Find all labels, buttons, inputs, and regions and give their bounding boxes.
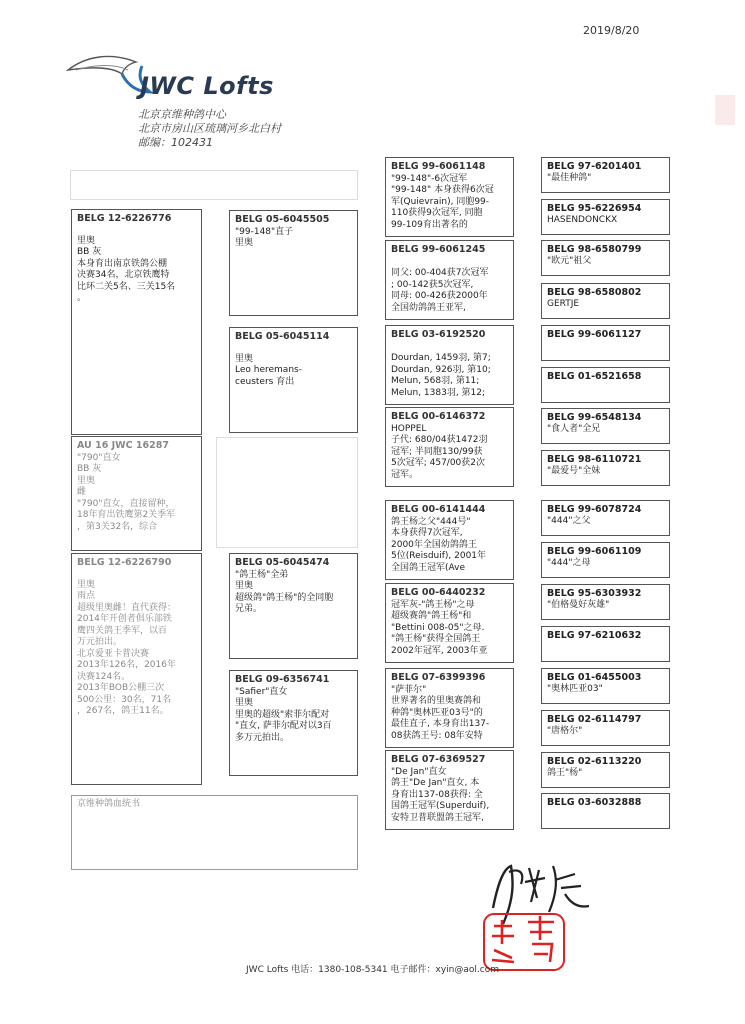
pedigree-gen4-box: BELG 99-6078724 "444"之父 [541, 500, 670, 536]
notes-box: 京维种鸽血统书 [71, 795, 358, 870]
document-date: 2019/8/20 [583, 24, 640, 37]
pedigree-gen3-box: BELG 03-6192520 Dourdan, 1459羽, 第7; Dourdan, 926羽, 第10; Melun, 568羽, 第11; Melun, 1383羽, 第12; [385, 325, 514, 405]
pedigree-gen4-box: BELG 98-6580802 GERTJE [541, 283, 670, 319]
brand-name: JWC Lofts [140, 72, 274, 100]
pedigree-gen3-box: BELG 07-6369527 "De Jan"直女 鸽王"De Jan"直女, 本 身育出137-08获得: 全 国鸽王冠军(Superduif), 安特卫普联盟鸽王冠军, [385, 750, 514, 830]
pedigree-gen4-box: BELG 95-6226954 HASENDONCKX [541, 199, 670, 235]
pedigree-gen3-box: BELG 00-6440232 冠军灰-"鸽王杨"之母 超级赛鸽"鸽王杨"和 "Bettini 008-05"之母. "鸽王杨"获得全国鸽王 2002年冠军, 2003年亚 [385, 583, 514, 663]
pedigree-gen4-box: BELG 02-6114797 "唐格尔" [541, 710, 670, 746]
brand-address: 北京京维种鸽中心 北京市房山区琉璃河乡北白村 邮编：102431 [138, 108, 281, 149]
pedigree-gen3-box: BELG 00-6141444 鸽王杨之父"444号" 本身获得7次冠军, 2000年全国幼鸽鸽王 5位(Reisduif), 2001年 全国鸽王冠军(Ave [385, 500, 514, 580]
pedigree-gen4-box: BELG 98-6110721 "最爱号"全妹 [541, 450, 670, 486]
pedigree-gen4-box: BELG 02-6113220 鸽王"杨" [541, 752, 670, 788]
pedigree-gen4-box: BELG 97-6210632 [541, 626, 670, 662]
pedigree-gen3-box: BELG 99-6061148 "99-148"-6次冠军 "99-148" 本身获得6次冠 军(Quievrain), 同胞99- 110获得9次冠军, 同胞 99-109育出著名的 [385, 157, 514, 237]
pedigree-gen4-box: BELG 98-6580799 "欧元"祖父 [541, 240, 670, 276]
pedigree-subject: AU 16 JWC 16287 "790"直女 BB 灰 里奥 雌 "790"直女，直接留种， 18年育出铁鹰第2关季军 ，第3关32名，综合 [71, 436, 202, 551]
ghost-frame [216, 437, 358, 548]
ghost-frame [70, 170, 358, 200]
pedigree-gen4-box: BELG 99-6061127 [541, 325, 670, 361]
pedigree-gen4-box: BELG 95-6303932 "伯格曼好灰雄" [541, 584, 670, 620]
pedigree-gen4-box: BELG 03-6032888 [541, 793, 670, 829]
pedigree-gen2-box: BELG 05-6045114 里奥 Leo heremans- ceusters 育出 [229, 327, 358, 433]
pedigree-gen2-box: BELG 05-6045505 "99-148"直子 里奥 [229, 210, 358, 316]
pedigree-gen3-box: BELG 00-6146372 HOPPEL 子代: 680/04获1472羽 冠军; 半同胞130/99获 5次冠军; 457/00获2次 冠军。 [385, 407, 514, 487]
footer-contact: JWC Lofts 电话：1380-108-5341 电子邮件：xyin@aol.com [246, 965, 499, 975]
pedigree-gen2-box: BELG 05-6045474 "鸽王杨"全弟 里奥 超级鸽"鸽王杨"的全同胞 兄弟。 [229, 553, 358, 659]
pedigree-gen4-box: BELG 99-6061109 "444"之母 [541, 542, 670, 578]
pedigree-gen4-box: BELG 97-6201401 "最佳种鸽" [541, 157, 670, 193]
pedigree-dam: BELG 12-6226790 里奥 雨点 超级里奥雌！直代获得： 2014年开创者俱乐部铁 鹰四关鸽王季军，以百 万元拍出。 北京爱亚卡普决赛 2013年126名，2016年 决赛124名。 2013年BOB公棚三次 500公里：30名，71名 ，267名，鸽王11名。 [71, 553, 202, 785]
faded-stamp-mark [715, 95, 735, 125]
pedigree-sire: BELG 12-6226776 里奥 BB 灰 本身育出南京铁鸽公棚 决赛34名，北京铁鹰特 比环二关5名、三关15名 。 [71, 209, 202, 435]
pedigree-gen2-box: BELG 09-6356741 "Safier"直女 里奥 里奥的超级"索菲尔配对 "直女, 萨菲尔配对以3百 多万元拍出。 [229, 670, 358, 776]
pedigree-gen4-box: BELG 01-6521658 [541, 367, 670, 403]
pedigree-gen3-box: BELG 99-6061245 同父: 00-404获7次冠军 ; 00-142获5次冠军, 同母: 00-426获2000年 全国幼鸽鸽王亚军, [385, 240, 514, 320]
pedigree-gen4-box: BELG 99-6548134 "食人者"全兄 [541, 408, 670, 444]
pedigree-gen3-box: BELG 07-6399396 "萨菲尔" 世界著名的里奥赛鸽和 种鸽"奥林匹亚03号"的 最佳直子, 本身育出137- 08获鸽王号: 08年安特 [385, 668, 514, 748]
pedigree-gen4-box: BELG 01-6455003 "奥林匹亚03" [541, 668, 670, 704]
